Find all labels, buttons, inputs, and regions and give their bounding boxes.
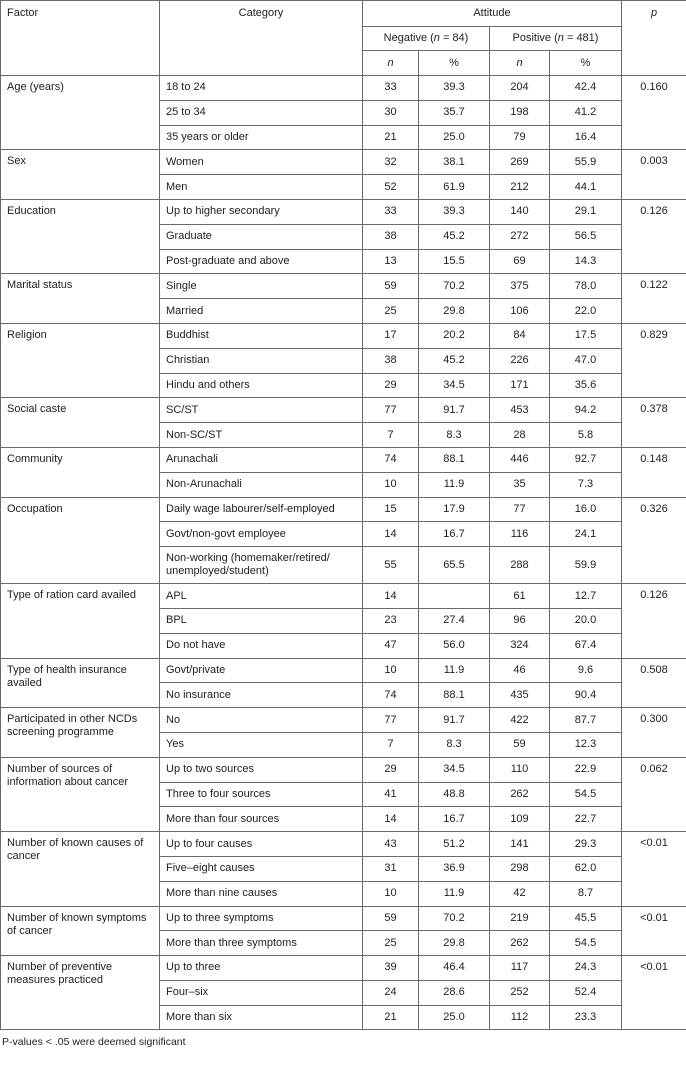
positive-n-cell: 112 <box>490 1005 550 1030</box>
positive-pct-cell: 35.6 <box>550 373 622 398</box>
p-value-cell: 0.508 <box>622 658 686 708</box>
positive-n-cell: 28 <box>490 423 550 448</box>
negative-n-cell: 47 <box>363 633 419 658</box>
positive-pct-cell: 5.8 <box>550 423 622 448</box>
negative-n-cell: 43 <box>363 832 419 857</box>
negative-n-cell: 38 <box>363 348 419 373</box>
positive-pct-cell: 7.3 <box>550 472 622 497</box>
header-negative <box>363 27 490 51</box>
positive-pct-cell: 42.4 <box>550 76 622 101</box>
positive-pct-cell: 90.4 <box>550 683 622 708</box>
p-value-cell: 0.300 <box>622 708 686 758</box>
category-cell: More than six <box>160 1005 363 1030</box>
table-row <box>1 199 686 224</box>
positive-n-cell: 219 <box>490 906 550 931</box>
positive-n-cell: 117 <box>490 956 550 981</box>
category-cell: Govt/private <box>160 658 363 683</box>
factor-cell: Community <box>1 447 160 497</box>
factor-cell: Type of ration card availed <box>1 584 160 658</box>
positive-n-cell: 69 <box>490 249 550 274</box>
category-cell: Non-working (homemaker/retired/ unemployed/student) <box>160 547 363 584</box>
footnote: P-values < .05 were deemed significant <box>2 1036 186 1049</box>
positive-n-cell: 171 <box>490 373 550 398</box>
positive-n-cell: 422 <box>490 708 550 733</box>
table-row <box>1 956 686 981</box>
positive-pct-cell: 54.5 <box>550 782 622 807</box>
category-cell: Hindu and others <box>160 373 363 398</box>
p-value-cell: 0.378 <box>622 398 686 448</box>
category-cell: Buddhist <box>160 323 363 348</box>
positive-n-cell: 298 <box>490 856 550 881</box>
negative-pct-cell: 11.9 <box>419 881 490 906</box>
negative-pct-cell: 56.0 <box>419 633 490 658</box>
positive-pct-cell: 8.7 <box>550 881 622 906</box>
negative-pct-cell: 61.9 <box>419 175 490 200</box>
negative-pct-cell: 39.3 <box>419 76 490 101</box>
category-cell: 25 to 34 <box>160 100 363 125</box>
positive-pct-cell: 54.5 <box>550 931 622 956</box>
positive-n-cell: 46 <box>490 658 550 683</box>
positive-n-cell: 77 <box>490 497 550 522</box>
category-cell: Yes <box>160 732 363 757</box>
negative-n-cell: 74 <box>363 447 419 472</box>
negative-n-cell: 10 <box>363 472 419 497</box>
table-row <box>1 906 686 931</box>
category-cell: Up to higher secondary <box>160 199 363 224</box>
negative-n-cell: 14 <box>363 807 419 832</box>
table-row <box>1 708 686 733</box>
negative-n-cell: 13 <box>363 249 419 274</box>
category-cell: Five–eight causes <box>160 856 363 881</box>
factor-cell: Number of known symptoms of cancer <box>1 906 160 956</box>
negative-n-cell: 33 <box>363 76 419 101</box>
negative-n-cell: 21 <box>363 125 419 150</box>
negative-n-cell: 17 <box>363 323 419 348</box>
factor-cell: Type of health insurance availed <box>1 658 160 708</box>
factor-cell: Sex <box>1 150 160 200</box>
positive-n-cell: 288 <box>490 547 550 584</box>
negative-pct-cell: 28.6 <box>419 980 490 1005</box>
table-header <box>1 1 686 76</box>
header-positive-label: Positive (n = 481) <box>512 32 599 44</box>
positive-pct-cell: 17.5 <box>550 323 622 348</box>
table-row <box>1 150 686 175</box>
category-cell: Daily wage labourer/self-employed <box>160 497 363 522</box>
positive-n-cell: 204 <box>490 76 550 101</box>
p-value-cell: 0.126 <box>622 199 686 273</box>
p-value-cell: 0.126 <box>622 584 686 658</box>
table-row <box>1 757 686 782</box>
negative-pct-cell: 34.5 <box>419 757 490 782</box>
negative-n-cell: 74 <box>363 683 419 708</box>
negative-pct-cell: 91.7 <box>419 398 490 423</box>
positive-n-cell: 226 <box>490 348 550 373</box>
positive-pct-cell: 47.0 <box>550 348 622 373</box>
negative-n-cell: 41 <box>363 782 419 807</box>
negative-pct-cell: 70.2 <box>419 906 490 931</box>
positive-n-cell: 269 <box>490 150 550 175</box>
negative-n-cell: 52 <box>363 175 419 200</box>
negative-pct-cell: 11.9 <box>419 472 490 497</box>
positive-pct-cell: 12.3 <box>550 732 622 757</box>
category-cell: Three to four sources <box>160 782 363 807</box>
negative-pct-cell: 17.9 <box>419 497 490 522</box>
positive-n-cell: 252 <box>490 980 550 1005</box>
category-cell: Non-Arunachali <box>160 472 363 497</box>
positive-pct-cell: 41.2 <box>550 100 622 125</box>
negative-n-cell: 7 <box>363 423 419 448</box>
table-row <box>1 323 686 348</box>
category-cell: Up to three <box>160 956 363 981</box>
negative-pct-cell: 35.7 <box>419 100 490 125</box>
negative-pct-cell: 29.8 <box>419 931 490 956</box>
negative-n-cell: 21 <box>363 1005 419 1030</box>
negative-pct-cell: 91.7 <box>419 708 490 733</box>
negative-n-cell: 59 <box>363 906 419 931</box>
positive-pct-cell: 22.0 <box>550 299 622 324</box>
p-value-cell: 0.326 <box>622 497 686 584</box>
factor-cell: Religion <box>1 323 160 397</box>
header-pos-n: n <box>490 51 550 76</box>
negative-pct-cell: 16.7 <box>419 807 490 832</box>
positive-pct-cell: 29.3 <box>550 832 622 857</box>
negative-pct-cell: 70.2 <box>419 274 490 299</box>
positive-pct-cell: 16.0 <box>550 497 622 522</box>
category-cell: Up to two sources <box>160 757 363 782</box>
category-cell: More than nine causes <box>160 881 363 906</box>
header-neg-pct: % <box>419 51 490 76</box>
negative-pct-cell: 34.5 <box>419 373 490 398</box>
positive-n-cell: 141 <box>490 832 550 857</box>
positive-pct-cell: 92.7 <box>550 447 622 472</box>
positive-pct-cell: 44.1 <box>550 175 622 200</box>
negative-n-cell: 14 <box>363 584 419 609</box>
category-cell: Women <box>160 150 363 175</box>
positive-pct-cell: 59.9 <box>550 547 622 584</box>
positive-pct-cell: 52.4 <box>550 980 622 1005</box>
positive-pct-cell: 78.0 <box>550 274 622 299</box>
negative-pct-cell: 8.3 <box>419 732 490 757</box>
positive-n-cell: 96 <box>490 608 550 633</box>
category-cell: Up to three symptoms <box>160 906 363 931</box>
negative-n-cell: 39 <box>363 956 419 981</box>
positive-pct-cell: 94.2 <box>550 398 622 423</box>
category-cell: 35 years or older <box>160 125 363 150</box>
positive-pct-cell: 20.0 <box>550 608 622 633</box>
negative-pct-cell: 27.4 <box>419 608 490 633</box>
table-row <box>1 658 686 683</box>
negative-n-cell: 38 <box>363 224 419 249</box>
positive-pct-cell: 14.3 <box>550 249 622 274</box>
category-cell: More than three symptoms <box>160 931 363 956</box>
header-pos-pct: % <box>550 51 622 76</box>
header-neg-n: n <box>363 51 419 76</box>
positive-n-cell: 59 <box>490 732 550 757</box>
factor-cell: Marital status <box>1 274 160 324</box>
table-row <box>1 832 686 857</box>
p-value-cell: <0.01 <box>622 956 686 1030</box>
factor-cell: Participated in other NCDs screening programme <box>1 708 160 758</box>
negative-n-cell: 77 <box>363 708 419 733</box>
negative-n-cell: 10 <box>363 658 419 683</box>
factor-cell: Education <box>1 199 160 273</box>
category-cell: SC/ST <box>160 398 363 423</box>
category-cell: More than four sources <box>160 807 363 832</box>
category-cell: Single <box>160 274 363 299</box>
factor-cell: Number of sources of information about cancer <box>1 757 160 831</box>
table-body <box>1 76 686 1030</box>
positive-n-cell: 198 <box>490 100 550 125</box>
negative-pct-cell: 45.2 <box>419 224 490 249</box>
negative-pct-cell: 88.1 <box>419 683 490 708</box>
negative-pct-cell: 16.7 <box>419 522 490 547</box>
negative-pct-cell: 8.3 <box>419 423 490 448</box>
category-cell: Post-graduate and above <box>160 249 363 274</box>
table-row <box>1 274 686 299</box>
p-value-cell: 0.829 <box>622 323 686 397</box>
negative-pct-cell: 25.0 <box>419 125 490 150</box>
positive-n-cell: 262 <box>490 782 550 807</box>
positive-n-cell: 84 <box>490 323 550 348</box>
header-negative-label: Negative (n = 84) <box>383 32 469 44</box>
positive-pct-cell: 29.1 <box>550 199 622 224</box>
negative-n-cell: 15 <box>363 497 419 522</box>
table-row <box>1 398 686 423</box>
p-value-cell: 0.148 <box>622 447 686 497</box>
factor-cell: Occupation <box>1 497 160 584</box>
category-cell: Govt/non-govt employee <box>160 522 363 547</box>
negative-pct-cell: 65.5 <box>419 547 490 584</box>
category-cell: APL <box>160 584 363 609</box>
negative-n-cell: 23 <box>363 608 419 633</box>
table-row <box>1 447 686 472</box>
negative-n-cell: 14 <box>363 522 419 547</box>
positive-n-cell: 35 <box>490 472 550 497</box>
category-cell: Do not have <box>160 633 363 658</box>
positive-pct-cell: 56.5 <box>550 224 622 249</box>
positive-pct-cell: 24.1 <box>550 522 622 547</box>
negative-pct-cell <box>419 584 490 609</box>
positive-pct-cell: 22.7 <box>550 807 622 832</box>
positive-n-cell: 446 <box>490 447 550 472</box>
negative-pct-cell: 48.8 <box>419 782 490 807</box>
factor-cell: Social caste <box>1 398 160 448</box>
negative-n-cell: 77 <box>363 398 419 423</box>
category-cell: Four–six <box>160 980 363 1005</box>
p-value-cell: 0.003 <box>622 150 686 200</box>
factor-cell: Number of known causes of cancer <box>1 832 160 906</box>
p-value-cell: <0.01 <box>622 906 686 956</box>
header-positive <box>490 27 622 51</box>
p-value-cell: 0.122 <box>622 274 686 324</box>
positive-n-cell: 110 <box>490 757 550 782</box>
positive-pct-cell: 23.3 <box>550 1005 622 1030</box>
factor-cell: Number of preventive measures practiced <box>1 956 160 1030</box>
header-category: Category <box>160 1 363 76</box>
category-cell: BPL <box>160 608 363 633</box>
negative-pct-cell: 39.3 <box>419 199 490 224</box>
positive-pct-cell: 55.9 <box>550 150 622 175</box>
category-cell: Up to four causes <box>160 832 363 857</box>
positive-pct-cell: 16.4 <box>550 125 622 150</box>
negative-pct-cell: 15.5 <box>419 249 490 274</box>
positive-n-cell: 272 <box>490 224 550 249</box>
negative-n-cell: 29 <box>363 373 419 398</box>
header-p: p <box>622 1 686 76</box>
negative-pct-cell: 46.4 <box>419 956 490 981</box>
negative-n-cell: 30 <box>363 100 419 125</box>
p-value-cell: 0.160 <box>622 76 686 150</box>
positive-n-cell: 435 <box>490 683 550 708</box>
negative-pct-cell: 29.8 <box>419 299 490 324</box>
category-cell: No insurance <box>160 683 363 708</box>
negative-pct-cell: 20.2 <box>419 323 490 348</box>
negative-pct-cell: 36.9 <box>419 856 490 881</box>
positive-pct-cell: 67.4 <box>550 633 622 658</box>
category-cell: 18 to 24 <box>160 76 363 101</box>
negative-n-cell: 55 <box>363 547 419 584</box>
p-value-cell: <0.01 <box>622 832 686 906</box>
negative-n-cell: 33 <box>363 199 419 224</box>
negative-n-cell: 31 <box>363 856 419 881</box>
category-cell: Men <box>160 175 363 200</box>
positive-n-cell: 42 <box>490 881 550 906</box>
positive-n-cell: 453 <box>490 398 550 423</box>
positive-n-cell: 61 <box>490 584 550 609</box>
table-row <box>1 584 686 609</box>
negative-pct-cell: 25.0 <box>419 1005 490 1030</box>
negative-n-cell: 10 <box>363 881 419 906</box>
negative-n-cell: 59 <box>363 274 419 299</box>
positive-n-cell: 109 <box>490 807 550 832</box>
negative-n-cell: 7 <box>363 732 419 757</box>
positive-pct-cell: 9.6 <box>550 658 622 683</box>
positive-pct-cell: 24.3 <box>550 956 622 981</box>
negative-pct-cell: 11.9 <box>419 658 490 683</box>
negative-n-cell: 29 <box>363 757 419 782</box>
negative-pct-cell: 88.1 <box>419 447 490 472</box>
positive-n-cell: 262 <box>490 931 550 956</box>
negative-pct-cell: 45.2 <box>419 348 490 373</box>
category-cell: Arunachali <box>160 447 363 472</box>
positive-pct-cell: 62.0 <box>550 856 622 881</box>
negative-pct-cell: 38.1 <box>419 150 490 175</box>
negative-n-cell: 24 <box>363 980 419 1005</box>
positive-n-cell: 79 <box>490 125 550 150</box>
positive-n-cell: 116 <box>490 522 550 547</box>
category-cell: Christian <box>160 348 363 373</box>
table-row <box>1 76 686 101</box>
negative-pct-cell: 51.2 <box>419 832 490 857</box>
category-cell: Graduate <box>160 224 363 249</box>
table-row <box>1 497 686 522</box>
positive-pct-cell: 22.9 <box>550 757 622 782</box>
category-cell: Married <box>160 299 363 324</box>
p-value-cell: 0.062 <box>622 757 686 831</box>
factor-cell: Age (years) <box>1 76 160 150</box>
header-attitude: Attitude <box>363 1 622 27</box>
positive-n-cell: 324 <box>490 633 550 658</box>
positive-n-cell: 212 <box>490 175 550 200</box>
positive-pct-cell: 87.7 <box>550 708 622 733</box>
positive-pct-cell: 12.7 <box>550 584 622 609</box>
negative-n-cell: 25 <box>363 931 419 956</box>
negative-n-cell: 32 <box>363 150 419 175</box>
negative-n-cell: 25 <box>363 299 419 324</box>
positive-n-cell: 375 <box>490 274 550 299</box>
positive-pct-cell: 45.5 <box>550 906 622 931</box>
category-cell: Non-SC/ST <box>160 423 363 448</box>
category-cell: No <box>160 708 363 733</box>
positive-n-cell: 140 <box>490 199 550 224</box>
header-factor: Factor <box>1 1 160 76</box>
positive-n-cell: 106 <box>490 299 550 324</box>
